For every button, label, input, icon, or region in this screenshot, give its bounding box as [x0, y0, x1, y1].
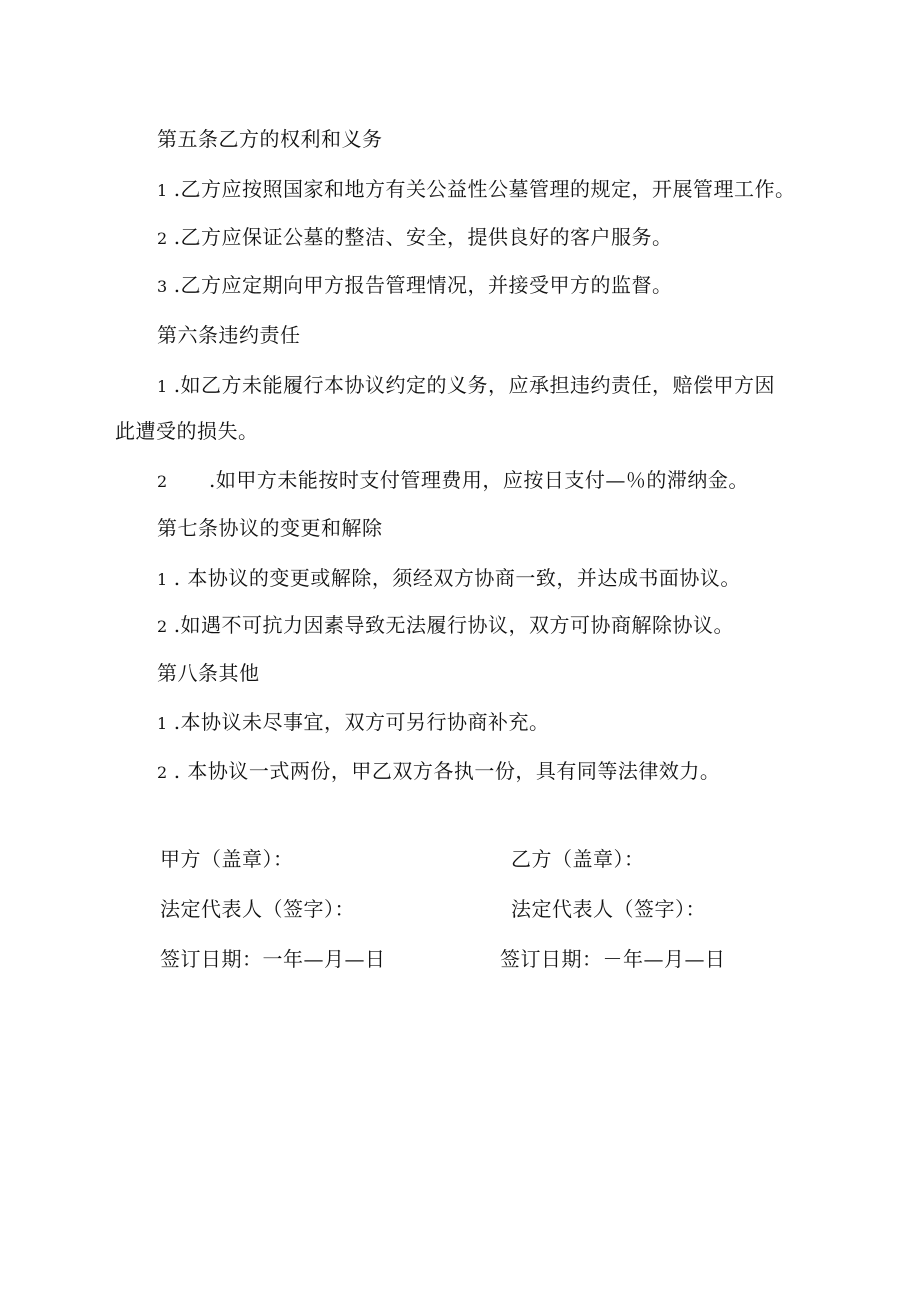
article-6-item-2 — [157, 467, 749, 495]
article-5-item-2 — [157, 224, 673, 252]
article-5-item-3 — [157, 272, 673, 300]
item-text: .乙方应保证公墓的整洁、安全，提供良好的客户服务。 — [173, 225, 673, 249]
item-number: 1 — [157, 377, 168, 396]
party-b-seal: 乙方（盖章）： — [511, 847, 645, 871]
item-text: . 本协议一式两份，甲乙双方各执一份，具有同等法律效力。 — [173, 759, 721, 783]
item-text: .本协议未尽事宜，双方可另行协商补充。 — [173, 710, 550, 734]
item-number: 2 — [157, 472, 168, 491]
party-b-date: 签订日期：－年—月—日 — [500, 947, 726, 971]
item-number: 2 — [157, 763, 168, 782]
item-text: .乙方应按照国家和地方有关公益性公墓管理的规定，开展管理工作。 — [173, 177, 796, 201]
item-text: .如遇不可抗力因素导致无法履行协议，双方可协商解除协议。 — [173, 613, 735, 637]
item-number: 3 — [157, 277, 168, 296]
party-a-representative: 法定代表人（签字）： — [160, 897, 355, 921]
article-7-heading: 第七条协议的变更和解除 — [157, 516, 383, 540]
article-6-heading: 第六条违约责任 — [157, 323, 301, 347]
article-7-item-1 — [157, 565, 741, 593]
item-number: 2 — [157, 229, 168, 248]
article-6-item-1 — [157, 372, 775, 400]
article-8-item-2 — [157, 758, 720, 786]
party-a-seal: 甲方（盖章）： — [160, 847, 294, 871]
article-5-heading: 第五条乙方的权利和义务 — [157, 127, 383, 151]
article-6-item-1-continuation: 此遭受的损失。 — [115, 419, 259, 443]
article-7-item-2 — [157, 612, 734, 640]
item-number: 2 — [157, 617, 168, 636]
party-a-date: 签订日期：一年—月—日 — [160, 947, 386, 971]
article-8-heading: 第八条其他 — [157, 661, 260, 685]
item-text: .乙方应定期向甲方报告管理情况，并接受甲方的监督。 — [173, 273, 673, 297]
item-text: .如甲方未能按时支付管理费用，应按日支付—％的滞纳金。 — [209, 468, 749, 492]
item-number: 1 — [157, 714, 168, 733]
item-text: .如乙方未能履行本协议约定的义务，应承担违约责任，赔偿甲方因 — [173, 373, 776, 397]
item-number: 1 — [157, 181, 168, 200]
item-text: . 本协议的变更或解除，须经双方协商一致，并达成书面协议。 — [173, 566, 741, 590]
party-b-representative: 法定代表人（签字）： — [511, 897, 706, 921]
article-8-item-1 — [157, 709, 550, 737]
article-5-item-1 — [157, 176, 796, 204]
item-number: 1 — [157, 570, 168, 589]
